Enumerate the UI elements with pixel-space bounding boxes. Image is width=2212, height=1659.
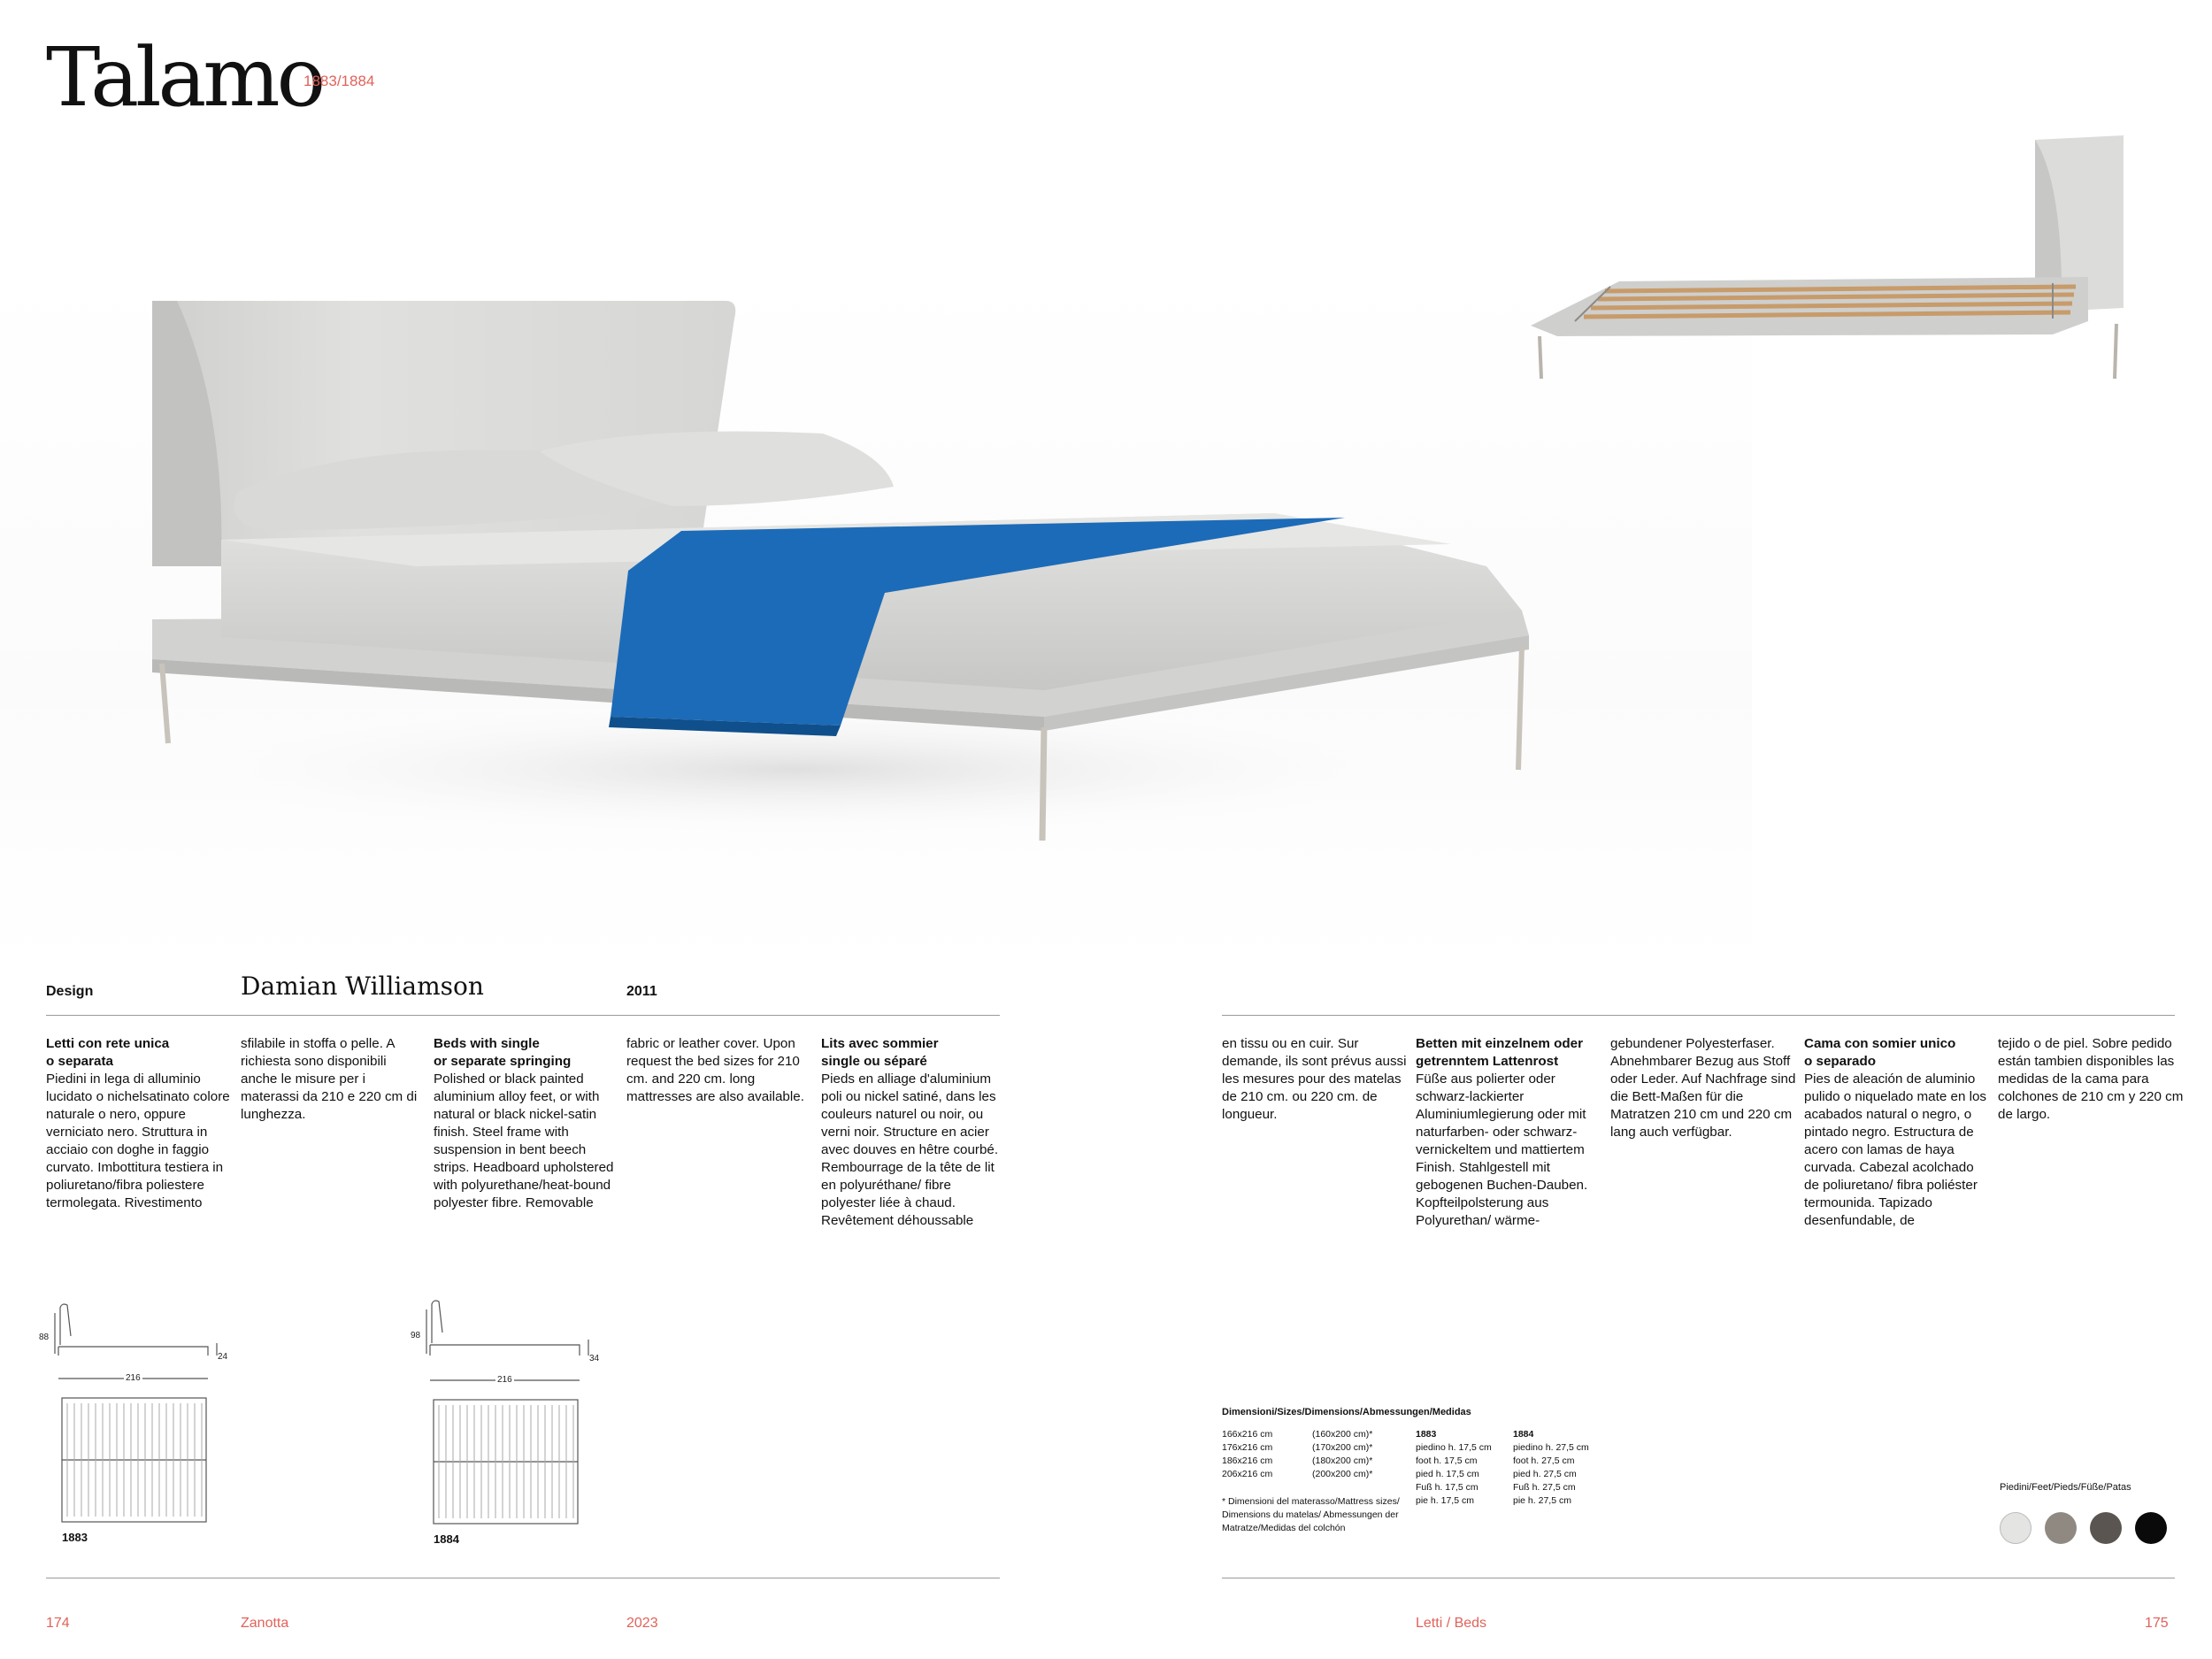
text-italian bbox=[46, 1035, 232, 1212]
swatch-polished bbox=[2000, 1512, 2032, 1544]
heading-english-1: Beds with single bbox=[434, 1036, 540, 1051]
design-year: 2011 bbox=[626, 984, 657, 999]
page-number-right: 175 bbox=[2145, 1616, 2169, 1631]
size-item: 186x216 cm bbox=[1222, 1455, 1273, 1466]
body-french: Pieds en alliage d'aluminium poli ou nickel satiné, dans les couleurs naturel ou noir, ou verni noir. Structure en acier avec douves en hêtre courbé. Rembourrage de la tête de lit en polyuréthane/ fibre polyester liée à chaud. Revêtement déhoussable bbox=[821, 1071, 999, 1228]
text-french bbox=[821, 1035, 1002, 1230]
body-spanish-cont: tejido o de piel. Sobre pedido están tambien disponibles las medidas de la cama para colchones de 210 cm y 220 cm de largo. bbox=[1998, 1036, 2184, 1122]
dimensions-1884 bbox=[1513, 1428, 1589, 1508]
design-label: Design bbox=[46, 984, 94, 999]
mattress-item: (170x200 cm)* bbox=[1312, 1442, 1373, 1453]
body-french-cont: en tissu ou en cuir. Sur demande, ils sont prévus aussi les mesures pour des matelas de 210 cm. ou 220 cm. de longueur. bbox=[1222, 1036, 1407, 1122]
dim-height-1884: 98 bbox=[411, 1331, 421, 1340]
text-spanish-cont bbox=[1998, 1035, 2184, 1124]
divider-right bbox=[1222, 1015, 2175, 1016]
dim-foot-1883: 24 bbox=[218, 1352, 228, 1362]
dimensions-sizes bbox=[1222, 1428, 1272, 1481]
dimensions-1883-code: 1883 bbox=[1416, 1429, 1437, 1440]
mattress-item: (180x200 cm)* bbox=[1312, 1455, 1373, 1466]
dim-width-1883: 216 bbox=[126, 1373, 141, 1383]
designer-name: Damian Williamson bbox=[241, 972, 484, 1001]
foot-height-item: foot h. 17,5 cm bbox=[1416, 1455, 1478, 1466]
mattress-item: (200x200 cm)* bbox=[1312, 1469, 1373, 1479]
dimensions-1884-code: 1884 bbox=[1513, 1429, 1534, 1440]
heading-german-2: getrenntem Lattenrost bbox=[1416, 1054, 1559, 1069]
text-italian-cont bbox=[241, 1035, 426, 1124]
foot-height-item: pied h. 27,5 cm bbox=[1513, 1469, 1577, 1479]
foot-height-item: piedino h. 17,5 cm bbox=[1416, 1442, 1492, 1453]
heading-italian-1: Letti con rete unica bbox=[46, 1036, 170, 1051]
size-item: 166x216 cm bbox=[1222, 1429, 1273, 1440]
hero-bed-image bbox=[0, 274, 1752, 964]
foot-height-item: pie h. 17,5 cm bbox=[1416, 1495, 1474, 1506]
page-number-left: 174 bbox=[46, 1616, 70, 1631]
text-english bbox=[434, 1035, 619, 1212]
page-title: Talamo bbox=[46, 30, 322, 125]
swatch-black-nickel bbox=[2090, 1512, 2122, 1544]
body-german: Füße aus polierter oder schwarz-lackierter Aluminiumlegierung oder mit naturfarben- oder schwarz-vernickeltem und mattiertem Finish. Stahlgestell mit gebogenen Buchen-Dauben. Kopfteilpolsterung aus Polyurethan/ wärme- bbox=[1416, 1071, 1588, 1228]
foot-height-item: Fuß h. 17,5 cm bbox=[1416, 1482, 1479, 1493]
foot-height-item: piedino h. 27,5 cm bbox=[1513, 1442, 1589, 1453]
swatch-black-painted bbox=[2135, 1512, 2167, 1544]
diagram-1883 bbox=[35, 1301, 230, 1557]
dimensions-1883 bbox=[1416, 1428, 1492, 1508]
heading-italian-2: o separata bbox=[46, 1054, 113, 1069]
divider-left bbox=[46, 1015, 1000, 1016]
body-english-cont: fabric or leather cover. Upon request the bed sizes for 210 cm. and 220 cm. long mattresses are also available. bbox=[626, 1036, 804, 1104]
slatted-frame-image bbox=[1522, 131, 2159, 396]
text-german-cont bbox=[1610, 1035, 1796, 1141]
foot-height-item: Fuß h. 27,5 cm bbox=[1513, 1482, 1576, 1493]
dim-height-1883: 88 bbox=[39, 1333, 50, 1342]
diagram-label-1884: 1884 bbox=[434, 1532, 459, 1546]
foot-height-item: pie h. 27,5 cm bbox=[1513, 1495, 1571, 1506]
heading-english-2: or separate springing bbox=[434, 1054, 572, 1069]
body-german-cont: gebundener Polyesterfaser. Abnehmbarer Bezug aus Stoff oder Leder. Auf Nachfrage sind die Bett-Maßen für die Matratzen 210 cm und 220 cm lang auch verfügbar. bbox=[1610, 1036, 1796, 1140]
body-spanish: Pies de aleación de aluminio pulido o niquelado mate en los acabados natural o negro, o pintado negro. Estructura de acero con lamas de haya curvada. Cabezal acolchado de poliuretano/ fibra poliéster termounida. Tapizado desenfundable, de bbox=[1804, 1071, 1987, 1228]
dim-width-1884: 216 bbox=[497, 1375, 512, 1385]
text-french-cont bbox=[1222, 1035, 1408, 1124]
text-spanish bbox=[1804, 1035, 1990, 1230]
foot-height-item: pied h. 17,5 cm bbox=[1416, 1469, 1479, 1479]
model-codes: 1883/1884 bbox=[303, 73, 375, 89]
body-english: Polished or black painted aluminium alloy feet, or with natural or black nickel-satin finish. Steel frame with suspension in bent beech strips. Headboard upholstered with polyurethane/heat-bound polyester fibre. Removable bbox=[434, 1071, 614, 1210]
brand-name: Zanotta bbox=[241, 1616, 289, 1631]
mattress-note: * Dimensioni del materasso/Mattress sizes/ Dimensions du matelas/ Abmessungen der Matratze/Medidas del colchón bbox=[1222, 1496, 1400, 1533]
dimensions-mattress bbox=[1312, 1428, 1372, 1481]
heading-french-1: Lits avec sommier bbox=[821, 1036, 939, 1051]
text-german bbox=[1416, 1035, 1601, 1230]
diagram-1884 bbox=[407, 1299, 602, 1557]
edition-year: 2023 bbox=[626, 1616, 658, 1631]
category-label: Letti / Beds bbox=[1416, 1616, 1487, 1631]
foot-height-item: foot h. 27,5 cm bbox=[1513, 1455, 1575, 1466]
size-item: 206x216 cm bbox=[1222, 1469, 1273, 1479]
heading-french-2: single ou séparé bbox=[821, 1054, 927, 1069]
heading-spanish-2: o separado bbox=[1804, 1054, 1877, 1069]
dim-foot-1884: 34 bbox=[589, 1354, 600, 1363]
body-italian-cont: sfilabile in stoffa o pelle. A richiesta sono disponibili anche le misure per i materassi da 210 e 220 cm di lunghezza. bbox=[241, 1036, 418, 1122]
heading-german-1: Betten mit einzelnem oder bbox=[1416, 1036, 1584, 1051]
dimensions-title: Dimensioni/Sizes/Dimensions/Abmessungen/Medidas bbox=[1222, 1407, 1471, 1417]
heading-spanish-1: Cama con somier unico bbox=[1804, 1036, 1956, 1051]
diagram-label-1883: 1883 bbox=[62, 1531, 88, 1544]
body-italian: Piedini in lega di alluminio lucidato o nichelsatinato colore naturale o nero, oppure verniciato nero. Struttura in acciaio con doghe in faggio curvato. Imbottitura testiera in poliuretano/fibra poliestere termolegata. Rivestimento bbox=[46, 1071, 230, 1210]
swatch-natural-nickel bbox=[2045, 1512, 2077, 1544]
feet-finishes-label: Piedini/Feet/Pieds/Füße/Patas bbox=[2000, 1482, 2131, 1493]
mattress-item: (160x200 cm)* bbox=[1312, 1429, 1373, 1440]
text-english-cont bbox=[626, 1035, 817, 1106]
size-item: 176x216 cm bbox=[1222, 1442, 1273, 1453]
